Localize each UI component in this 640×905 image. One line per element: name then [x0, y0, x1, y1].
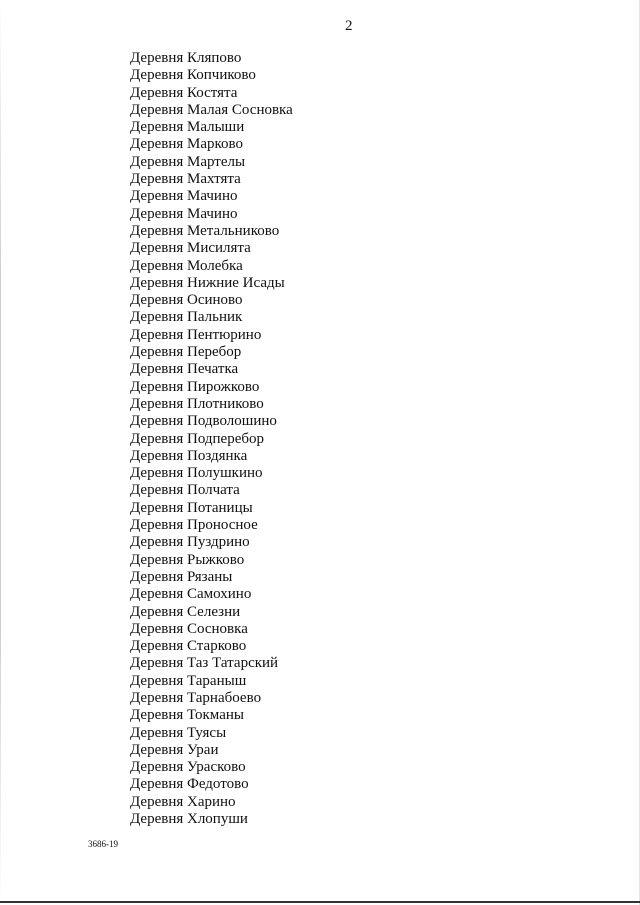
village-list-item: Деревня Кляпово: [130, 50, 242, 66]
village-list-item: Деревня Пальник: [130, 309, 243, 326]
village-list-item: Деревня Потаницы: [130, 499, 253, 516]
village-list-item: Деревня Ураи: [130, 741, 219, 758]
village-list-item: Деревня Подволошино: [130, 413, 277, 430]
village-list-item: Деревня Урасково: [130, 759, 246, 776]
village-list-item: Деревня Печатка: [130, 361, 239, 378]
village-list-item: Деревня Малыши: [130, 119, 245, 136]
village-list-item: Деревня Мачино: [130, 205, 238, 222]
village-list-item: Деревня Мартелы: [130, 153, 246, 170]
village-list-item: Деревня Полчата: [130, 482, 240, 499]
village-list-item: Деревня Сосновка: [130, 620, 248, 637]
village-list-item: Деревня Рязаны: [130, 568, 233, 585]
village-list-item: Деревня Пирожково: [130, 378, 260, 395]
village-list-item: Деревня Метальниково: [130, 222, 280, 239]
village-list-item: Деревня Тараныш: [130, 672, 247, 689]
village-list-item: Деревня Малая Сосновка: [130, 101, 293, 118]
scan-edge-left: [0, 0, 1, 905]
village-list-item: Деревня Пуздрино: [130, 534, 250, 551]
village-list-item: Деревня Осиново: [130, 292, 243, 309]
village-list-item: Деревня Федотово: [130, 776, 249, 793]
document-code: 3686-19: [88, 839, 118, 849]
village-list-item: Деревня Туясы: [130, 724, 227, 741]
village-list-item: Деревня Полушкино: [130, 465, 263, 482]
scan-edge-bottom: [0, 901, 640, 903]
village-list-item: Деревня Селезни: [130, 603, 241, 620]
village-list-item: Деревня Пентюрино: [130, 326, 262, 343]
village-list-item: Деревня Перебор: [130, 344, 242, 361]
page-number: 2: [345, 18, 353, 34]
village-list: [130, 50, 293, 828]
village-list-item: Деревня Старково: [130, 638, 247, 655]
village-list-item: Деревня Тарнабоево: [130, 689, 262, 706]
village-list-item: Деревня Рыжково: [130, 551, 245, 568]
village-list-item: Деревня Поздянка: [130, 447, 248, 464]
village-list-item: Деревня Проносное: [130, 517, 258, 534]
village-list-item: Деревня Марково: [130, 136, 243, 153]
village-list-item: Деревня Махтята: [130, 171, 241, 188]
village-list-item: Деревня Костята: [130, 84, 238, 101]
village-list-item: Деревня Плотниково: [130, 395, 264, 412]
village-list-item: Деревня Таз Татарский: [130, 655, 279, 672]
village-list-item: Деревня Харино: [130, 793, 236, 810]
village-list-item: Деревня Подперебор: [130, 430, 264, 447]
village-list-item: Деревня Молебка: [130, 257, 243, 274]
village-list-item: Деревня Мачино: [130, 188, 238, 205]
village-list-item: Деревня Мисилята: [130, 240, 251, 257]
village-list-item: Деревня Токманы: [130, 707, 244, 724]
village-list-item: Деревня Самохино: [130, 586, 252, 603]
village-list-item: Деревня Хлопуши: [130, 811, 248, 828]
village-list-item: Деревня Нижние Исады: [130, 274, 285, 291]
village-list-item: Деревня Копчиково: [130, 67, 256, 84]
